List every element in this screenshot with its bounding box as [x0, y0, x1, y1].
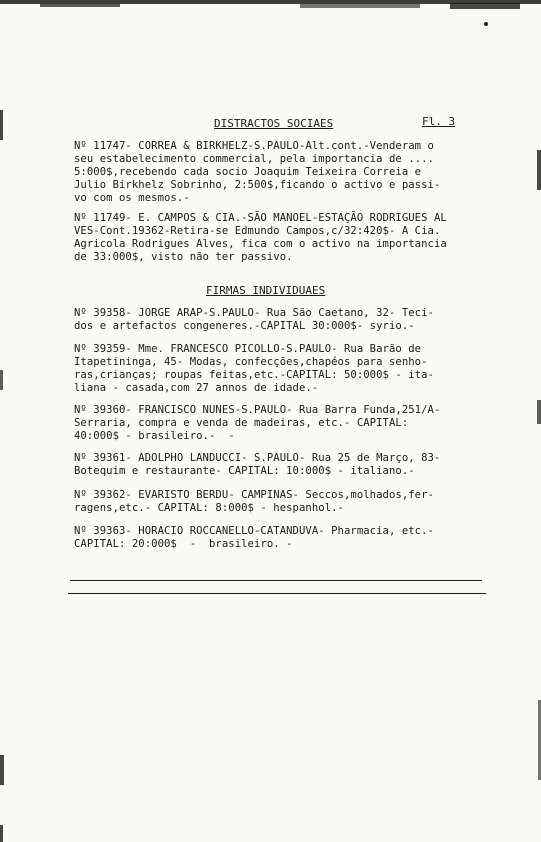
entry-line: Nº 11749- E. CAMPOS & CIA.-SÃO MANOEL-ESTAÇÃO RODRIGUES AL — [74, 212, 447, 224]
section-title-firmas: FIRMAS INDIVIDUAES — [206, 284, 326, 297]
closing-rule — [70, 580, 482, 581]
entry-line: seu estabelecimento commercial, pela importancia de .... — [74, 153, 434, 165]
entry-line: Nº 39363- HORACIO ROCCANELLO-CATANDUVA- Pharmacia, etc.- — [74, 525, 434, 537]
entry-line: 40:000$ - brasileiro.- - — [74, 430, 235, 442]
entry-line: Botequim e restaurante- CAPITAL: 10:000$ - italiano.- — [74, 465, 415, 477]
entry-line: Julio Birkhelz Sobrinho, 2:500$,ficando o activo e passi- — [74, 179, 441, 191]
scan-edge-artifact — [0, 370, 3, 390]
scan-edge-artifact — [300, 4, 420, 8]
entry-line: CAPITAL: 20:000$ - brasileiro. - — [74, 538, 293, 550]
entry-line: VES-Cont.19362-Retira-se Edmundo Campos,c/32:420$- A Cia. — [74, 225, 441, 237]
entry-line: Serraria, compra e venda de madeiras, etc.- CAPITAL: — [74, 417, 409, 429]
scan-edge-artifact — [0, 110, 3, 140]
scan-edge-artifact — [537, 400, 541, 424]
entry-line: Nº 39358- JORGE ARAP-S.PAULO- Rua São Caetano, 32- Teci- — [74, 307, 434, 319]
entry-line: liana - casada,com 27 annos de idade.- — [74, 382, 319, 394]
entry-line: Itapetininga, 45- Modas, confecções,chapéos para senho- — [74, 356, 428, 368]
entry-line: ras,crianças; roupas feitas,etc.-CAPITAL: 50:000$ - ita- — [74, 369, 434, 381]
section-title-distractos: DISTRACTOS SOCIAES — [214, 117, 334, 130]
entry-line: dos e artefactos congeneres.-CAPITAL 30:000$- syrio.- — [74, 320, 415, 332]
scan-edge-artifact — [450, 3, 520, 9]
entry-line: vo com os mesmos.- — [74, 192, 190, 204]
scan-edge-artifact — [40, 4, 120, 7]
scan-edge-artifact — [0, 825, 3, 842]
entry-line: Nº 39360- FRANCISCO NUNES-S.PAULO- Rua Barra Funda,251/A- — [74, 404, 441, 416]
ink-spot — [484, 22, 488, 26]
entry-line: Nº 39359- Mme. FRANCESCO PICOLLO-S.PAULO- Rua Barão de — [74, 343, 422, 355]
entry-line: Nº 11747- CORREA & BIRKHELZ-S.PAULO-Alt.cont.-Venderam o — [74, 140, 434, 152]
entry-line: Nº 39362- EVARISTO BERDU- CAMPINAS- Seccos,molhados,fer- — [74, 489, 434, 501]
entry-line: 5:000$,recebendo cada socio Joaquim Teixeira Correia e — [74, 166, 422, 178]
scan-edge-artifact — [537, 150, 541, 190]
scan-edge-artifact — [0, 755, 4, 785]
entry-line: de 33:000$, visto não ter passivo. — [74, 251, 293, 263]
folio-number: Fl. 3 — [422, 115, 456, 128]
entry-line: Agricola Rodrigues Alves, fica com o activo na importancia — [74, 238, 447, 250]
entry-line: Nº 39361- ADOLPHO LANDUCCI- S.PAULO- Rua 25 de Março, 83- — [74, 452, 441, 464]
closing-rule — [68, 593, 486, 594]
entry-line: ragens,etc.- CAPITAL: 8:000$ - hespanhol.- — [74, 502, 344, 514]
